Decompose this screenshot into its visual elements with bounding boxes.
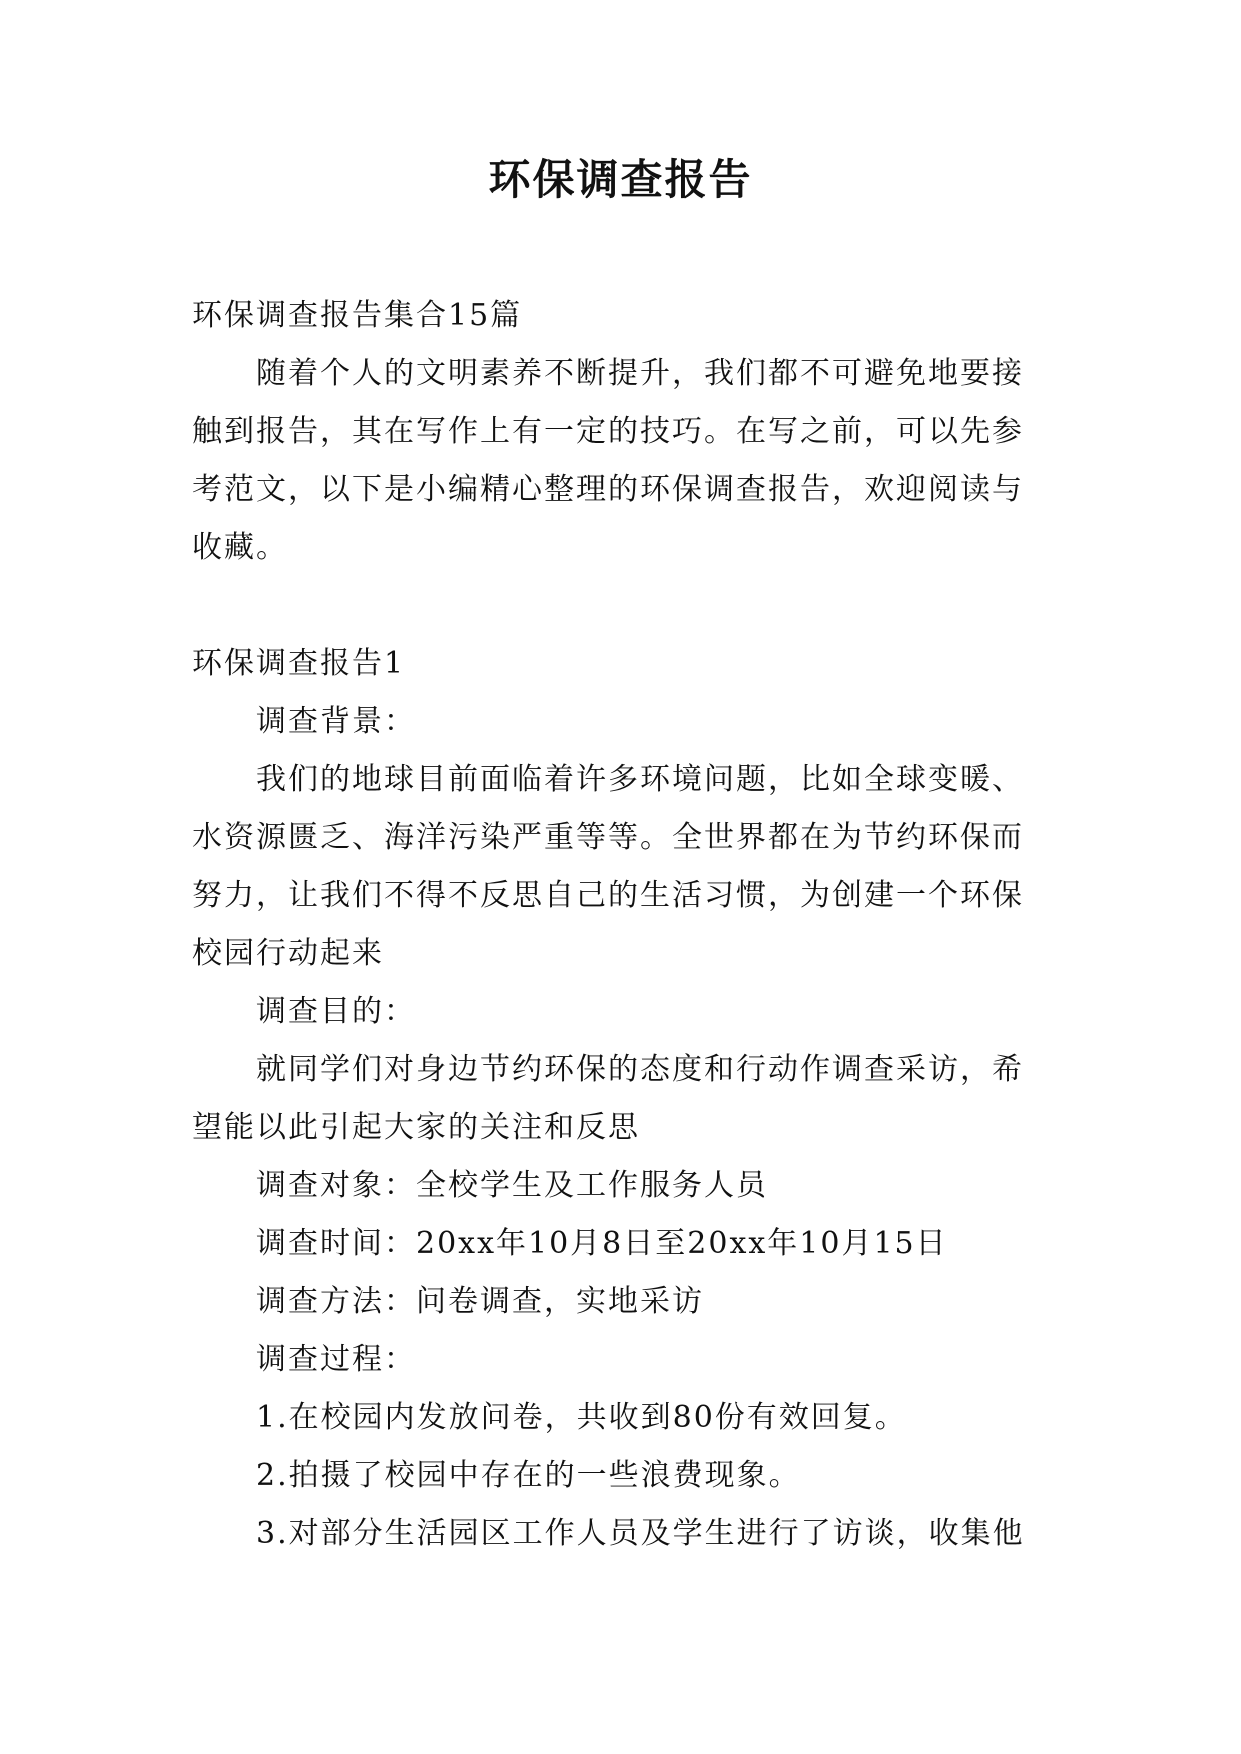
process-item-1: 1.在校园内发放问卷，共收到80份有效回复。 [256, 1400, 907, 1435]
survey-method: 调查方法：问卷调查，实地采访 [256, 1284, 704, 1319]
survey-time: 调查时间：20xx年10月8日至20xx年10月15日 [256, 1226, 948, 1261]
intro-line-3: 考范文，以下是小编精心整理的环保调查报告，欢迎阅读与 [192, 472, 1024, 507]
purpose-label: 调查目的： [256, 994, 416, 1029]
background-line-4: 校园行动起来 [192, 936, 384, 971]
subtitle: 环保调查报告集合15篇 [192, 298, 523, 333]
document-title: 环保调查报告 [488, 155, 753, 204]
survey-object: 调查对象：全校学生及工作服务人员 [256, 1168, 768, 1203]
section-gap [192, 577, 1062, 635]
purpose-line-2: 望能以此引起大家的关注和反思 [192, 1110, 640, 1145]
purpose-line-1: 就同学们对身边节约环保的态度和行动作调查采访，希 [256, 1052, 1024, 1087]
background-line-2: 水资源匮乏、海洋污染严重等等。全世界都在为节约环保而 [192, 820, 1024, 855]
background-line-1: 我们的地球目前面临着许多环境问题，比如全球变暖、 [256, 762, 1024, 797]
process-item-3: 3.对部分生活园区工作人员及学生进行了访谈，收集他 [256, 1516, 1025, 1551]
intro-line-4: 收藏。 [192, 530, 288, 565]
section-heading: 环保调查报告1 [192, 646, 406, 681]
process-label: 调查过程： [256, 1342, 416, 1377]
document-body [192, 287, 1062, 1563]
background-label: 调查背景： [256, 704, 416, 739]
intro-line-1: 随着个人的文明素养不断提升，我们都不可避免地要接 [256, 356, 1024, 391]
background-line-3: 努力，让我们不得不反思自己的生活习惯，为创建一个环保 [192, 878, 1024, 913]
intro-line-2: 触到报告，其在写作上有一定的技巧。在写之前，可以先参 [192, 414, 1024, 449]
process-item-2: 2.拍摄了校园中存在的一些浪费现象。 [256, 1458, 801, 1493]
